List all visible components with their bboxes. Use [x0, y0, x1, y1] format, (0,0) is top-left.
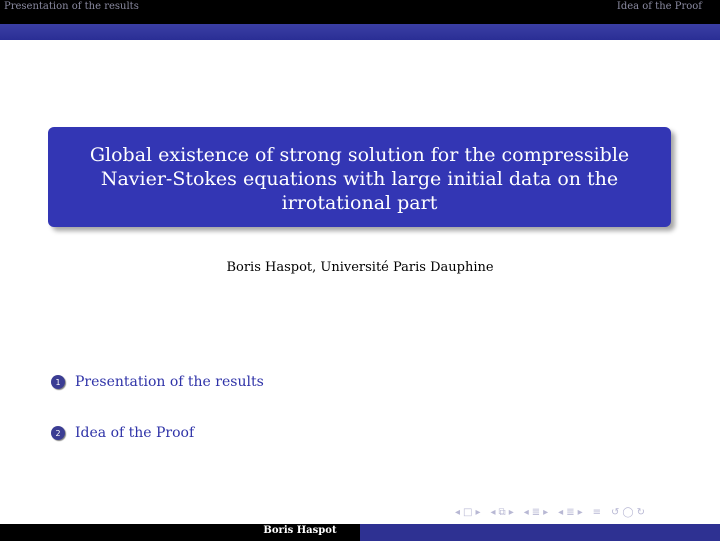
toc-label: Idea of the Proof: [75, 425, 195, 441]
section-icon: ≣: [531, 507, 541, 518]
nav-subsection-buttons[interactable]: [491, 507, 514, 518]
arrow-right-icon: ▸: [577, 507, 583, 518]
title-line-3: irrotational part: [281, 192, 438, 214]
toc-number-badge: 2: [51, 426, 65, 440]
toc-item-proof[interactable]: [51, 425, 194, 441]
title-line-1: Global existence of strong solution for the compressible: [89, 144, 630, 166]
beamer-navigation: [455, 507, 645, 518]
header-bar: [0, 0, 720, 24]
nav-align-button[interactable]: [593, 507, 601, 518]
nav-section-proof[interactable]: Idea of the Proof: [616, 1, 702, 12]
toc-label: Presentation of the results: [75, 374, 264, 390]
footer-author: Boris Haspot: [263, 525, 337, 536]
undo-icon: ↺: [611, 507, 620, 518]
arrow-right-icon: ▸: [475, 507, 481, 518]
footer-bar: [0, 524, 720, 541]
title-box: [48, 127, 671, 227]
nav-part-buttons[interactable]: [558, 507, 582, 518]
nav-section-presentation[interactable]: Presentation of the results: [4, 1, 139, 12]
nav-frame-buttons[interactable]: [455, 507, 481, 518]
align-icon: ≡: [592, 507, 602, 518]
slide-title: [48, 143, 671, 215]
arrow-left-icon: ◂: [455, 507, 461, 518]
nav-section-buttons[interactable]: [524, 507, 548, 518]
part-icon: ≣: [566, 507, 575, 518]
title-line-2: Navier-Stokes equations with large initial data on the: [100, 168, 619, 190]
arrow-left-icon: ◂: [558, 507, 564, 518]
arrow-right-icon: ▸: [543, 507, 549, 518]
redo-icon: ↻: [636, 507, 645, 518]
toc-number-badge: 1: [51, 375, 65, 389]
arrow-left-icon: ◂: [490, 507, 496, 518]
frame-icon: □: [463, 507, 473, 518]
arrow-left-icon: ◂: [523, 507, 529, 518]
header-band: [0, 24, 720, 40]
author-affiliation: Boris Haspot, Université Paris Dauphine: [226, 260, 494, 275]
search-icon: ◯: [622, 507, 634, 518]
toc-item-presentation[interactable]: [51, 374, 264, 390]
nav-search-buttons[interactable]: [611, 507, 645, 518]
arrow-right-icon: ▸: [508, 507, 514, 518]
stack-icon: ⧉: [498, 507, 506, 518]
